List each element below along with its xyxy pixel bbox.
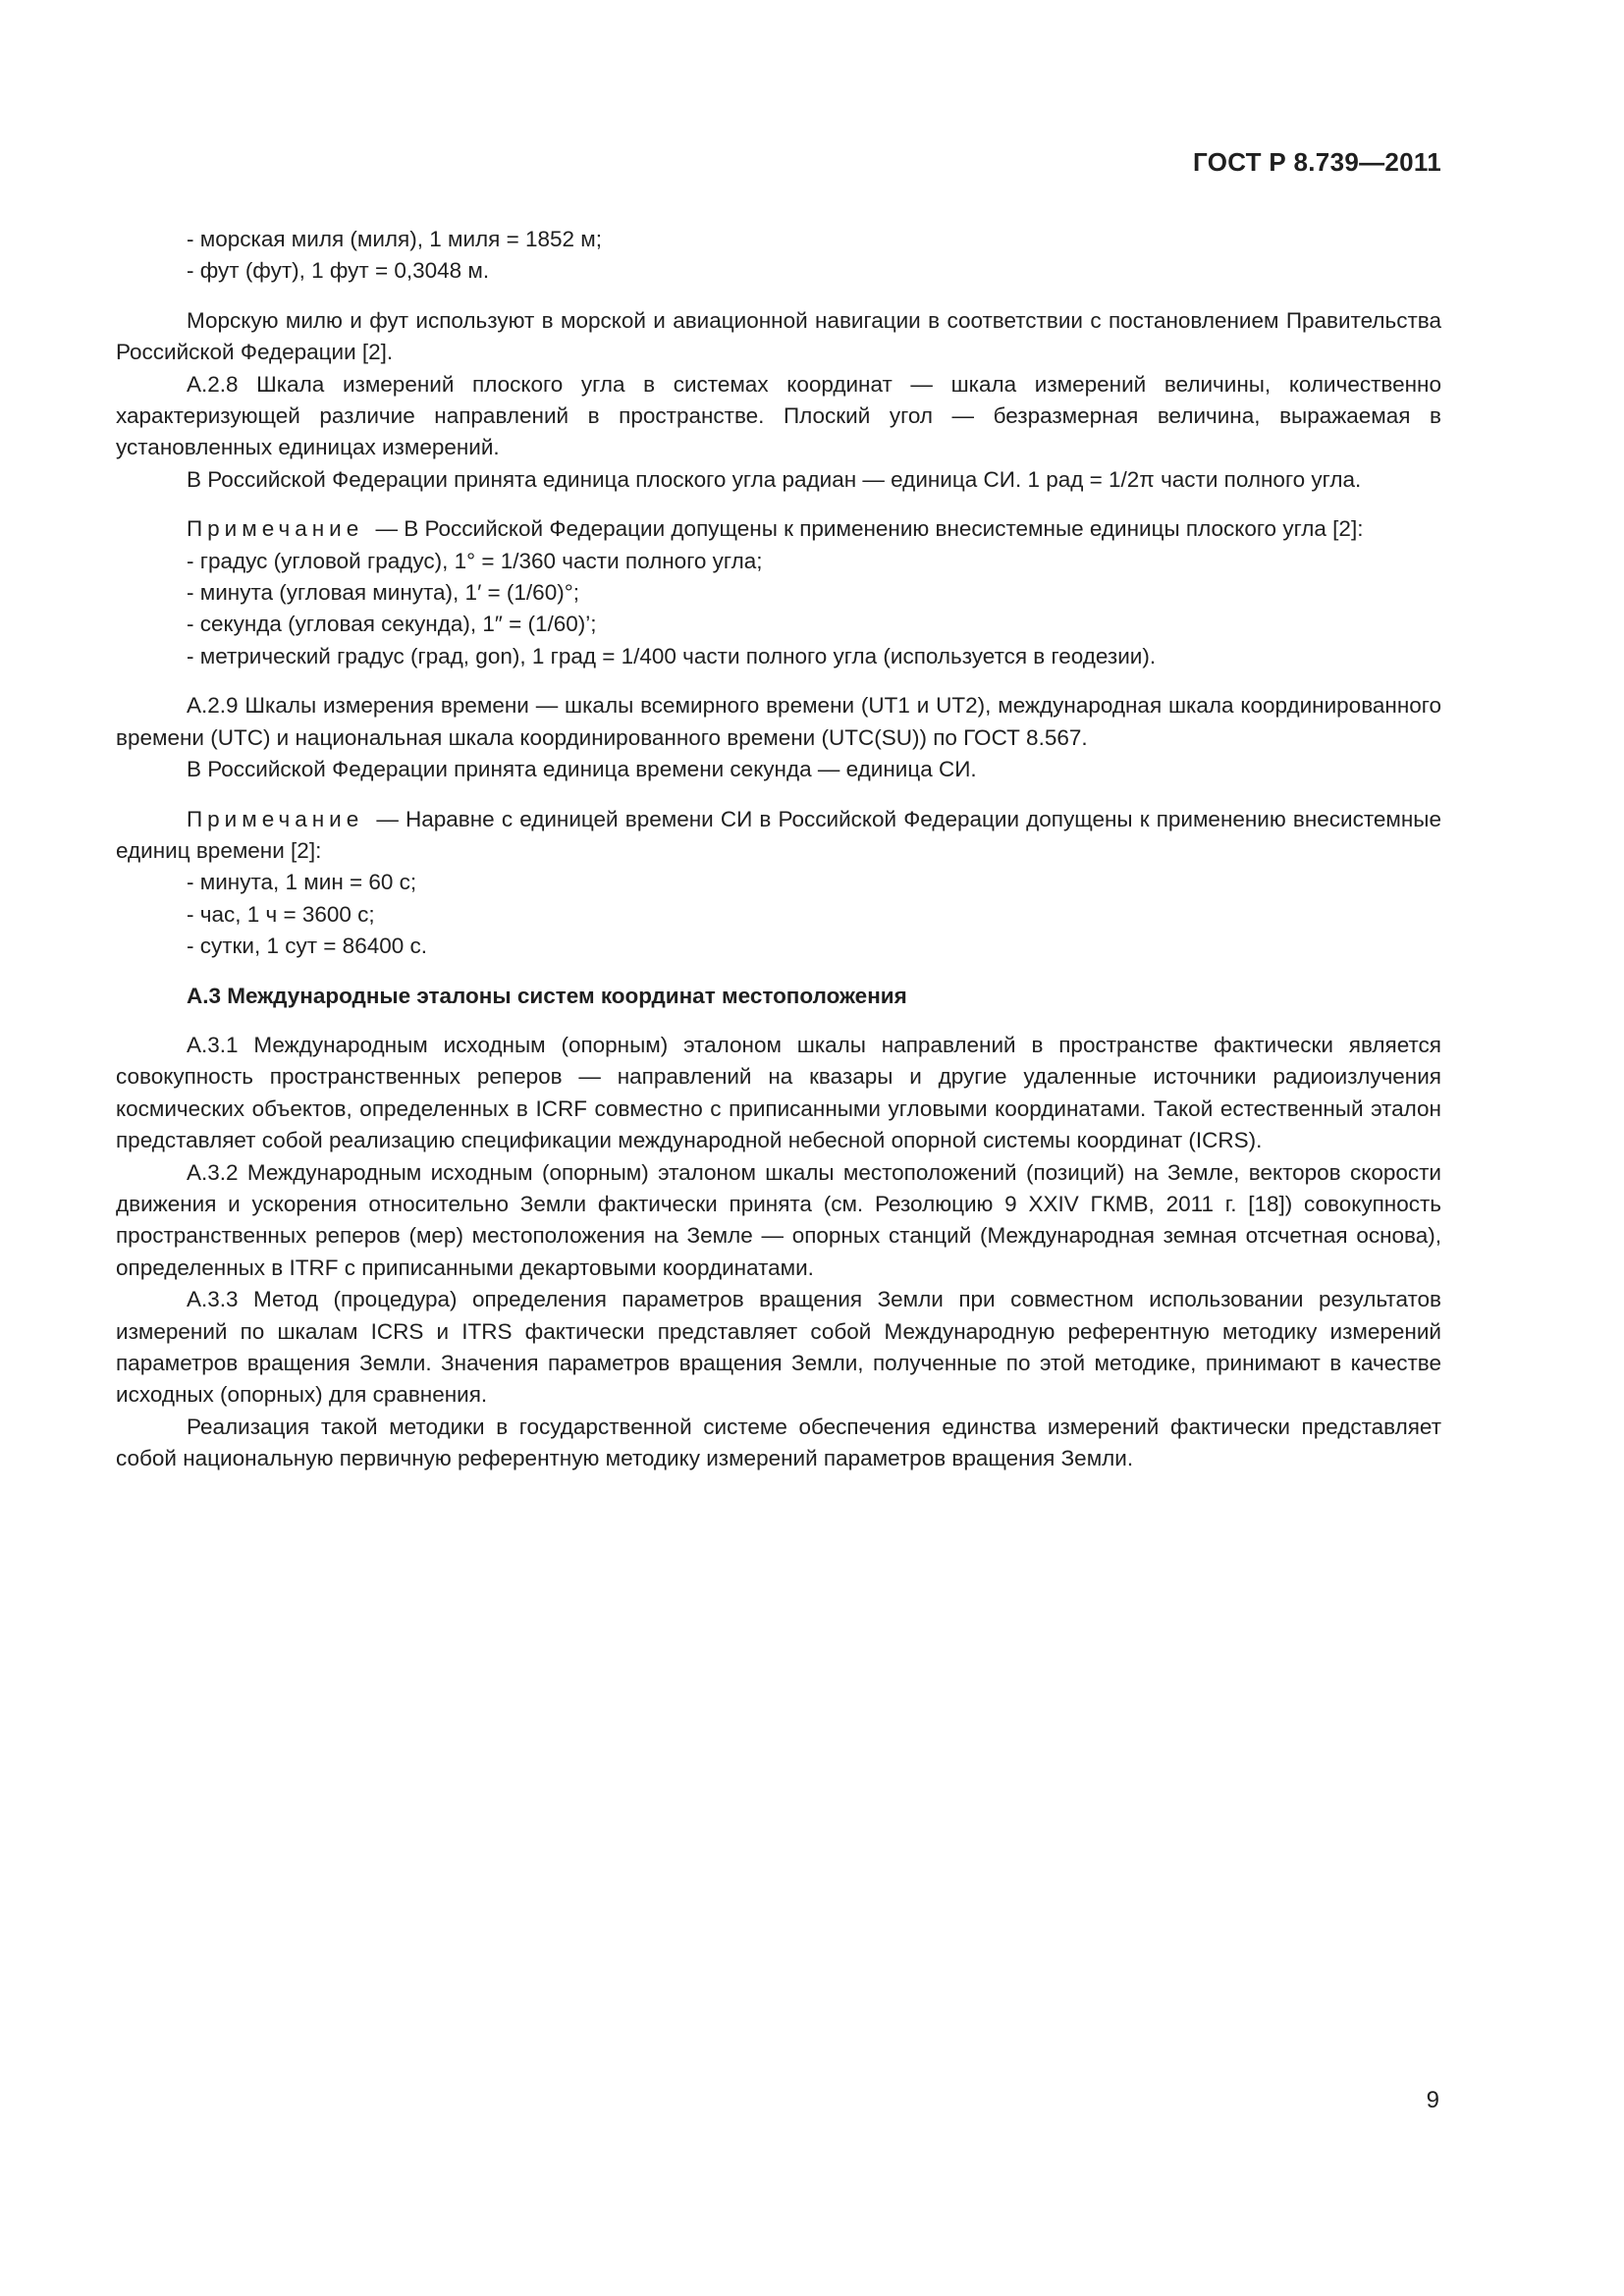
- note-text: — В Российской Федерации допущены к применению внесистемные единицы плоского угла [2]:: [375, 516, 1364, 542]
- spacer: [116, 672, 1441, 690]
- paragraph-radian: В Российской Федерации принята единица плоского угла радиан — единица СИ. 1 рад = 1/2π части полного угла.: [187, 466, 1362, 492]
- spacer: [116, 786, 1441, 804]
- list-item: - минута, 1 мин = 60 с;: [187, 867, 1441, 898]
- spacer: [116, 963, 1441, 981]
- note-text: — Наравне с единицей времени СИ в Российской Федерации допущены к применению внесистемные единиц времени [2]:: [116, 806, 1441, 863]
- spacer: [116, 496, 1441, 513]
- paragraph-a-2-9: А.2.9 Шкалы измерения времени — шкалы всемирного времени (UT1 и UT2), международная шкала координированного времени (UTC) и национальная шкала координированного времени (UTC(SU)) по ГОСТ 8.567.: [116, 693, 1441, 750]
- paragraph-realization: Реализация такой методики в государственной системе обеспечения единства измерений фактически представляет собой национальную первичную референтную методику измерений параметров вращения Земли.: [116, 1414, 1441, 1471]
- page-number: 9: [1426, 2087, 1439, 2113]
- time-units-list: [116, 867, 1441, 962]
- paragraph-navigation: Морскую милю и фут используют в морской и авиационной навигации в соответствии с постановлением Правительства Российской Федерации [2].: [116, 307, 1441, 365]
- spacer: [116, 288, 1441, 305]
- list-item: - час, 1 ч = 3600 с;: [187, 899, 1441, 931]
- note-label: Примечание: [187, 516, 364, 542]
- list-item: - сутки, 1 сут = 86400 с.: [187, 931, 1441, 962]
- paragraph-a-2-8: А.2.8 Шкала измерений плоского угла в системах координат — шкала измерений величины, количественно характеризующей различие направлений в пространстве. Плоский угол — безразмерная величина, выражаемая в установленных единицах измерений.: [116, 371, 1441, 460]
- spacer: [116, 1012, 1441, 1030]
- angle-units-list: [116, 546, 1441, 673]
- list-item: - секунда (угловая секунда), 1″ = (1/60)’;: [187, 609, 1441, 640]
- list-item: - морская миля (миля), 1 миля = 1852 м;: [187, 224, 1441, 255]
- list-item: - градус (угловой градус), 1° = 1/360 части полного угла;: [187, 546, 1441, 577]
- note-time: [116, 804, 1441, 868]
- note-angle: [116, 513, 1441, 545]
- paragraph-second: В Российской Федерации принята единица времени секунда — единица СИ.: [187, 757, 977, 782]
- paragraph-a-3-2: А.3.2 Международным исходным (опорным) эталоном шкалы местоположений (позиций) на Земле, векторов скорости движения и ускорения относительно Земли фактически принята (см. Резолюцию 9 XXIV ГКМВ, 2011 г. [18]) совокупность пространственных реперов (мер) местоположения на Земле — опорных станций (Международная земная отсчетная основа), определенных в ITRF с приписанными декартовыми координатами.: [116, 1159, 1441, 1280]
- list-item: - фут (фут), 1 фут = 0,3048 м.: [187, 255, 1441, 287]
- paragraph-a-3-3: А.3.3 Метод (процедура) определения параметров вращения Земли при совместном использовании результатов измерений по шкалам ICRS и ITRS фактически представляет собой Международную референтную методику измерений параметров вращения Земли. Значения параметров вращения Земли, полученные по этой методике, принимают в качестве исходных (опорных) для сравнения.: [116, 1287, 1441, 1408]
- list-item: - минута (угловая минута), 1′ = (1/60)°;: [187, 577, 1441, 609]
- document-body: [116, 224, 1441, 1475]
- note-label: Примечание: [187, 806, 364, 831]
- list-item: - метрический градус (град, gon), 1 град = 1/400 части полного угла (используется в геодезии).: [187, 641, 1441, 672]
- paragraph-a-3-1: А.3.1 Международным исходным (опорным) эталоном шкалы направлений в пространстве фактически является совокупность пространственных реперов — направлений на квазары и другие удаленные источники радиоизлучения космических объектов, определенных в ICRF совместно с приписанными угловыми координатами. Такой естественный эталон представляет собой реализацию спецификации международной небесной опорной системы координат (ICRS).: [116, 1032, 1441, 1153]
- units-list: [116, 224, 1441, 288]
- document-id-header: ГОСТ Р 8.739—2011: [1193, 147, 1441, 177]
- section-heading-a-3: А.3 Международные эталоны систем координат местоположения: [187, 983, 907, 1008]
